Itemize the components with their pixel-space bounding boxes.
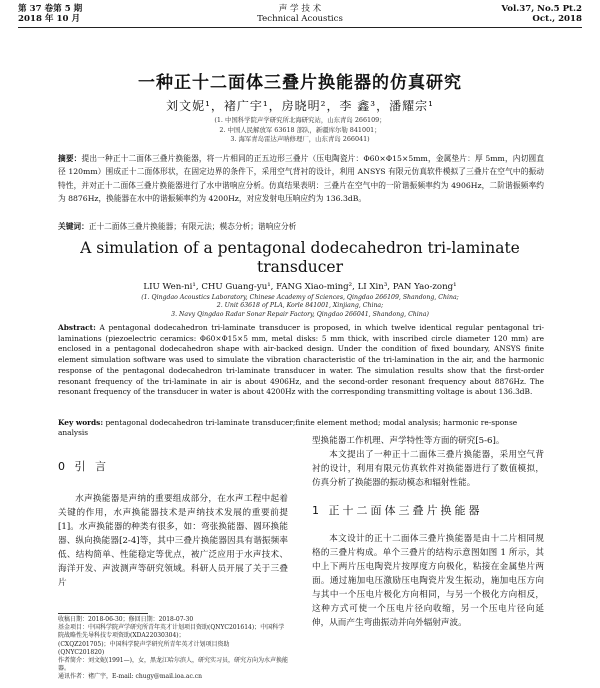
english-keywords-text: pentagonal dodecahedron tri-laminate transducer;finite element method; modal analysis; harmonic re-sponse analysis bbox=[58, 418, 518, 438]
journal-issue: 第 37 卷第 5 期 2018 年 10 月 bbox=[18, 4, 83, 24]
journal-volume: Vol.37, No.5 Pt.2 Oct., 2018 bbox=[501, 4, 582, 24]
right-paragraph-continued: 型换能器工作机理、声学特性等方面的研究[5-6]。 bbox=[312, 436, 505, 446]
section-1-paragraph: 本文设计的正十二面体三叠片换能器是由十二片相同规格的三叠片构成。单个三叠片的结构示意图如图 1 所示，其中上下两片压电陶瓷片按厚度方向极化，粘接在金属垫片两面。通过施加电压激励压电陶瓷片发生振动，施加电压方向与其中一个压电片极化方向相同，与另一个极化方向相反，这种方式可使一个压电片径向收缩，另一个压电片径向延伸，从而产生弯曲振动并向外辐射声波。 bbox=[312, 534, 544, 628]
chinese-authors: 刘文妮¹，褚广宇¹，房晓明²，李 鑫³，潘耀宗¹ bbox=[166, 99, 434, 113]
english-abstract-label: Abstract: bbox=[58, 323, 96, 332]
left-column bbox=[58, 440, 288, 590]
english-abstract-text: A pentagonal dodecahedron tri-laminate transducer is proposed, in which twelve identical regular pentagonal tri-laminations (piezoelectric ceramics: Φ60×Φ15×5 mm, metal disks: 5 mm thick, with inscribed circle diameter 120 mm) are enclosed in a pentagonal dodecahedron shape with air-backed design. Under the condition of fixed boundary, ANSYS finite element simulation software was used to simulate the vibration characteristic of the tri-lamination in the air, and the harmonic response of the pentagonal dodecahedron tri-laminate transducer in water. The simulation results show that the first-order resonant frequency of the tri-laminate in air is about 4906Hz, and the second-order resonant frequency about 8876Hz. The resonant frequency of the transducer in water is about 4200Hz with the corresponding transmitting voltage is about 136.3dB. bbox=[58, 323, 544, 397]
english-affiliations: (1. Qingdao Acoustics Laboratory, Chinese Academy of Sciences, Qingdao 266109, Shandong, China; 2. Unit 63618 of PLA, Korle 841001, Xinjiang, China; 3. Navy Qingdao Radar Sonar Repair Factory, Qingdao 266041, Shandong, China) bbox=[141, 294, 459, 318]
right-paragraph-intro: 本文提出了一种正十二面体三叠片换能器，采用空气背衬的设计，利用有限元仿真软件对换能器进行了数值模拟，仿真分析了换能器的振动模态和辐射性能。 bbox=[312, 450, 544, 488]
english-authors: LIU Wen-ni¹, CHU Guang-yu¹, FANG Xiao-ming², LI Xin³, PAN Yao-zong¹ bbox=[143, 282, 457, 292]
footnote-rule bbox=[58, 613, 148, 614]
chinese-affiliations: (1. 中国科学院声学研究所北海研究站，山东青岛 266109； 2. 中国人民解放军 63618 部队，新疆库尔勒 841001； 3. 海军青岛雷达声呐修理厂，山东青岛 266041) bbox=[214, 116, 386, 143]
chinese-keywords-label: 关键词： bbox=[58, 222, 89, 231]
journal-name: 声 学 技 术 Technical Acoustics bbox=[257, 4, 343, 24]
section-0-paragraph: 水声换能器是声纳的重要组成部分，在水声工程中起着关键的作用，水声换能器技术是声纳技术发展的重要前提[1]。水声换能器的种类有很多，如：弯张换能器、圆环换能器、纵向换能器[2-4]等，其中三叠片换能器因具有谐振频率低、结构简单、性能稳定等优点，被广泛应用于水声技术、海洋开发、声波测声等研究领域。科研人员开展了关于三叠片 bbox=[58, 494, 288, 588]
chinese-title: 一种正十二面体三叠片换能器的仿真研究 bbox=[138, 73, 462, 93]
english-keywords-label: Key words: bbox=[58, 418, 104, 427]
section-1-heading: 1 正十二面体三叠片换能器 bbox=[312, 504, 483, 517]
running-header bbox=[18, 4, 582, 26]
chinese-keywords bbox=[58, 221, 544, 233]
footnote: 收稿日期：2018-06-30；修回日期：2018-07-30 基金项目：中国科学院声学研究所青年英才计划项目资助(QNYC201614)；中国科学院战略性先导科技专项资助(XDA22030304)； (CXQZ201705)；中国科学院声学研究所青年英才计划项目资助 (QNYC201820) 作者简介：刘文妮(1991—)，女，黑龙江哈尔滨人，研究实习员，研究方向为水声换能器。 通讯作者：褚广宇，E-mail: chugy@mail.ioa.ac.cn bbox=[58, 616, 288, 681]
english-abstract bbox=[58, 323, 544, 398]
right-column bbox=[312, 434, 544, 630]
chinese-keywords-text: 正十二面体三叠片换能器；有限元法；模态分析；谐响应分析 bbox=[88, 222, 297, 231]
chinese-abstract-text: 提出一种正十二面体三叠片换能器，将一片相同的正五边形三叠片（压电陶瓷片：Φ60×Φ15×5mm，金属垫片：厚 5mm，内切圆直径 120mm）围成正十二面体形状，在固定边界的条件下，采用空气背衬的设计，利用 ANSYS 有限元仿真软件模拟了三叠片在空气中的振动特性，并对正十二面体三叠片换能器进行了水中谐响应分析。仿真结果表明：三叠片在空气中的一阶谐振频率约为 4906Hz，二阶谐振频率约为 8876Hz，换能器在水中的谐振频率约为 4200Hz，对应发射电压响应约为 136.3dB。 bbox=[58, 154, 544, 204]
section-0-heading: 0 引 言 bbox=[58, 460, 109, 473]
chinese-abstract-label: 摘要： bbox=[58, 154, 82, 163]
english-title: A simulation of a pentagonal dodecahedron tri-laminate transducer bbox=[80, 239, 520, 276]
header-rule bbox=[18, 27, 582, 28]
chinese-abstract bbox=[58, 152, 544, 206]
